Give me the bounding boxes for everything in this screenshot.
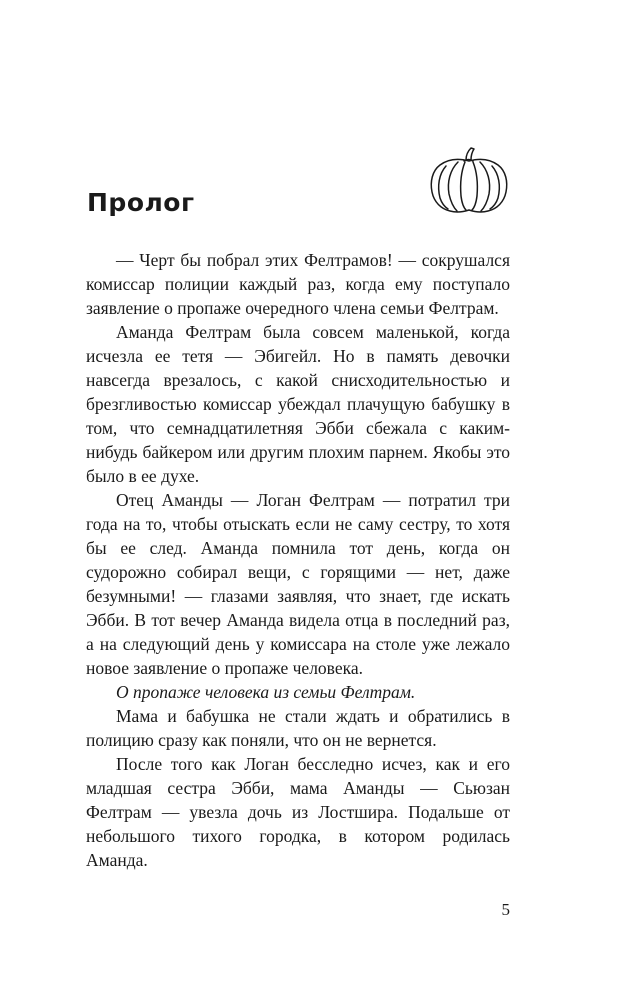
pumpkin-icon [428, 146, 510, 216]
body-text [86, 248, 510, 872]
paragraph: После того как Логан бесследно исчез, как и его младшая сестра Эбби, мама Аманды — Сьюзан Фелтрам — увезла дочь из Лостшира. Подальше от небольшого тихого городка, в котором родилась Аманда. [86, 754, 510, 870]
paragraph: — Черт бы побрал этих Фелтрамов! — сокрушался комиссар полиции каждый раз, когда ему поступало заявление о пропаже очередного члена семьи Фелтрам. [86, 250, 510, 318]
page-number: 5 [501, 900, 510, 919]
paragraph: Аманда Фелтрам была совсем маленькой, когда исчезла ее тетя — Эбигейл. Но в память девочки навсегда врезалось, с какой снисходительностью и брезгливостью комиссар убеждал плачущую бабушку в том, что семнадцатилетняя Эбби сбежала с каким-нибудь байкером или другим плохим парнем. Якобы это было в ее духе. [86, 322, 510, 486]
paragraph: Мама и бабушка не стали ждать и обратились в полицию сразу как поняли, что он не вернется. [86, 706, 510, 750]
paragraph: Отец Аманды — Логан Фелтрам — потратил три года на то, чтобы отыскать если не саму сестру, то хотя бы ее след. Аманда помнила тот день, когда он судорожно собирал вещи, с горящими — нет, даже безумными! — глазами заявляя, что знает, где искать Эбби. В тот вечер Аманда видела отца в последний раз, а на следующий день у комиссара на столе уже лежало новое заявление о пропаже человека. [86, 490, 510, 678]
chapter-title: Пролог [87, 188, 195, 217]
paragraph-italic: О пропаже человека из семьи Фелтрам. [116, 682, 416, 702]
